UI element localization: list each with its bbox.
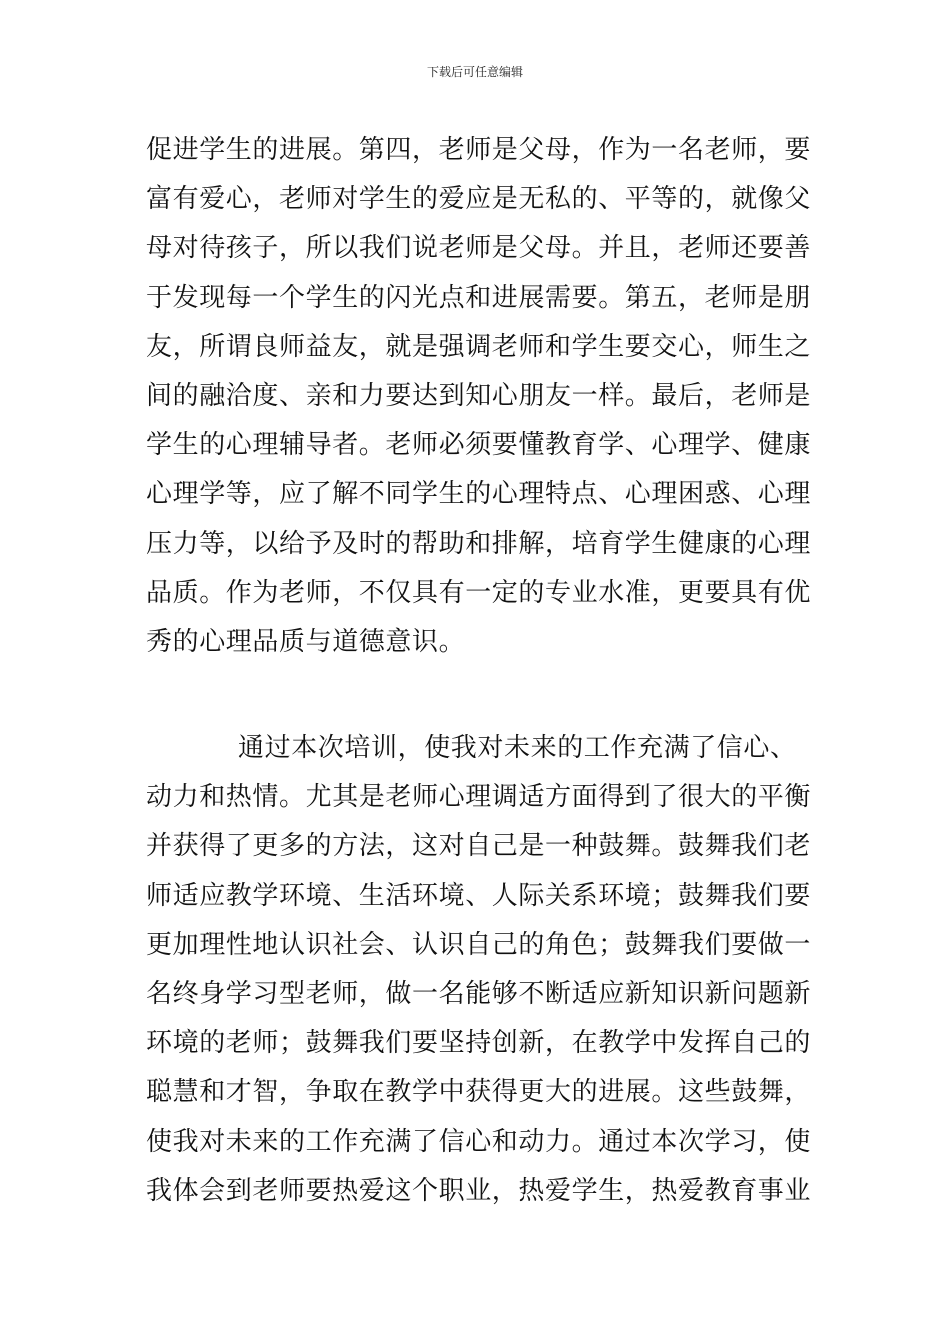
paragraph-1: [146, 126, 810, 667]
text-line: 富有爱心，老师对学生的爱应是无私的、平等的，就像父: [146, 184, 812, 215]
paragraph-2: [146, 724, 810, 1216]
text-line: 动力和热情。尤其是老师心理调适方面得到了很大的平衡: [146, 782, 812, 813]
text-line: 品质。作为老师，不仅具有一定的专业水准，更要具有优: [146, 577, 812, 608]
text-line: 我体会到老师要热爱这个职业，热爱学生，热爱教育事业: [146, 1175, 812, 1206]
text-line: 师适应教学环境、生活环境、人际关系环境；鼓舞我们要: [146, 880, 812, 911]
text-line: 并获得了更多的方法，这对自己是一种鼓舞。鼓舞我们老: [146, 831, 812, 862]
text-line: 聪慧和才智，争取在教学中获得更大的进展。这些鼓舞，: [146, 1077, 812, 1108]
text-line: 心理学等，应了解不同学生的心理特点、心理困惑、心理: [146, 479, 812, 510]
text-line-indented: 通过本次培训，使我对未来的工作充满了信心、: [238, 733, 797, 763]
text-line: 秀的心理品质与道德意识。: [146, 626, 466, 657]
text-line: 促进学生的进展。第四，老师是父母，作为一名老师，要: [146, 135, 812, 165]
text-line: 环境的老师；鼓舞我们要坚持创新，在教学中发挥自己的: [146, 1028, 812, 1059]
text-line: 于发现每一个学生的闪光点和进展需要。第五，老师是朋: [146, 282, 812, 313]
text-line: 学生的心理辅导者。老师必须要懂教育学、心理学、健康: [146, 430, 812, 461]
text-line: 母对待孩子，所以我们说老师是父母。并且，老师还要善: [146, 233, 812, 264]
text-line: 名终身学习型老师，做一名能够不断适应新知识新问题新: [146, 978, 812, 1009]
text-line: 友，所谓良师益友，就是强调老师和学生要交心，师生之: [146, 331, 812, 362]
text-line: 压力等，以给予及时的帮助和排解，培育学生健康的心理: [146, 528, 812, 559]
page-header: 下载后可任意编辑: [426, 65, 523, 79]
text-line: 使我对未来的工作充满了信心和动力。通过本次学习，使: [146, 1126, 812, 1157]
text-line: 间的融洽度、亲和力要达到知心朋友一样。最后，老师是: [146, 380, 812, 411]
text-line: 更加理性地认识社会、认识自己的角色；鼓舞我们要做一: [146, 929, 812, 960]
